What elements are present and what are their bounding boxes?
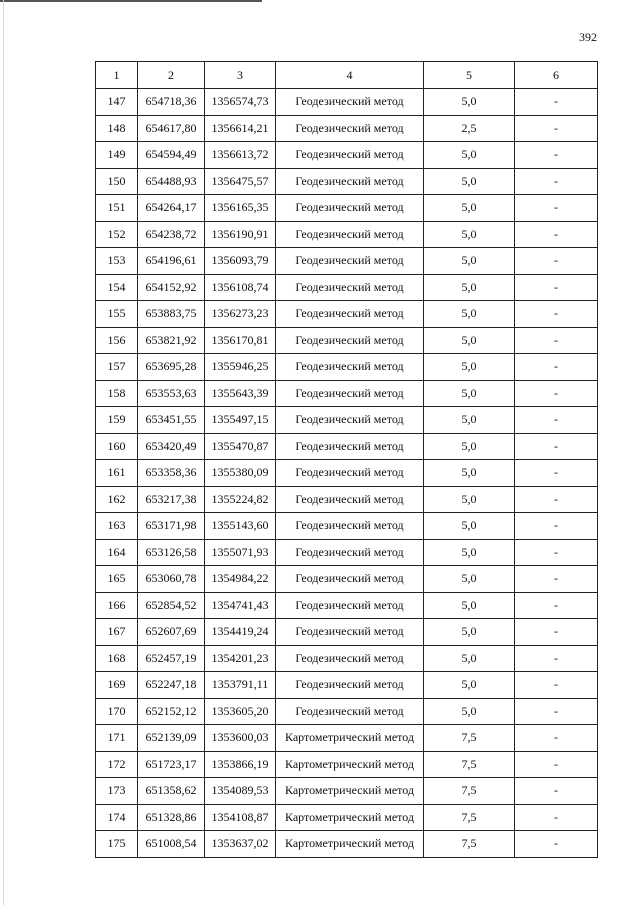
table-row [96,380,598,407]
accuracy-cell: 5,0 [424,433,515,460]
note-cell: - [515,672,598,699]
point-number-cell: 160 [96,433,138,460]
point-number-cell: 167 [96,619,138,646]
accuracy-cell: 5,0 [424,539,515,566]
method-cell: Геодезический метод [276,592,424,619]
header-cell-4: 4 [276,62,424,89]
table-row [96,327,598,354]
note-cell: - [515,142,598,169]
table-row [96,725,598,752]
table-row [96,778,598,805]
x-coordinate-cell: 654264,17 [138,195,205,222]
note-cell: - [515,619,598,646]
y-coordinate-cell: 1353791,11 [205,672,276,699]
note-cell: - [515,380,598,407]
point-number-cell: 168 [96,645,138,672]
accuracy-cell: 5,0 [424,407,515,434]
table-row [96,115,598,142]
x-coordinate-cell: 652854,52 [138,592,205,619]
point-number-cell: 159 [96,407,138,434]
y-coordinate-cell: 1356170,81 [205,327,276,354]
header-cell-3: 3 [205,62,276,89]
method-cell: Геодезический метод [276,645,424,672]
method-cell: Геодезический метод [276,168,424,195]
y-coordinate-cell: 1354984,22 [205,566,276,593]
point-number-cell: 162 [96,486,138,513]
x-coordinate-cell: 651008,54 [138,831,205,858]
y-coordinate-cell: 1356165,35 [205,195,276,222]
y-coordinate-cell: 1355143,60 [205,513,276,540]
x-coordinate-cell: 653821,92 [138,327,205,354]
y-coordinate-cell: 1356093,79 [205,248,276,275]
method-cell: Картометрический метод [276,804,424,831]
method-cell: Геодезический метод [276,539,424,566]
method-cell: Геодезический метод [276,301,424,328]
page-edge-line [3,0,4,905]
method-cell: Картометрический метод [276,778,424,805]
point-number-cell: 164 [96,539,138,566]
accuracy-cell: 5,0 [424,486,515,513]
y-coordinate-cell: 1353866,19 [205,751,276,778]
point-number-cell: 150 [96,168,138,195]
method-cell: Геодезический метод [276,274,424,301]
accuracy-cell: 5,0 [424,89,515,116]
header-cell-1: 1 [96,62,138,89]
point-number-cell: 173 [96,778,138,805]
y-coordinate-cell: 1356574,73 [205,89,276,116]
method-cell: Геодезический метод [276,513,424,540]
note-cell: - [515,89,598,116]
point-number-cell: 153 [96,248,138,275]
method-cell: Геодезический метод [276,460,424,487]
note-cell: - [515,645,598,672]
x-coordinate-cell: 653217,38 [138,486,205,513]
table-row [96,274,598,301]
header-cell-2: 2 [138,62,205,89]
method-cell: Геодезический метод [276,221,424,248]
note-cell: - [515,460,598,487]
accuracy-cell: 5,0 [424,592,515,619]
table-row [96,566,598,593]
table-row [96,486,598,513]
note-cell: - [515,778,598,805]
y-coordinate-cell: 1356614,21 [205,115,276,142]
x-coordinate-cell: 654196,61 [138,248,205,275]
x-coordinate-cell: 651328,86 [138,804,205,831]
x-coordinate-cell: 654488,93 [138,168,205,195]
note-cell: - [515,698,598,725]
y-coordinate-cell: 1355643,39 [205,380,276,407]
y-coordinate-cell: 1356613,72 [205,142,276,169]
x-coordinate-cell: 652247,18 [138,672,205,699]
y-coordinate-cell: 1356190,91 [205,221,276,248]
x-coordinate-cell: 652607,69 [138,619,205,646]
accuracy-cell: 5,0 [424,301,515,328]
note-cell: - [515,566,598,593]
x-coordinate-cell: 653883,75 [138,301,205,328]
table-row [96,354,598,381]
x-coordinate-cell: 653171,98 [138,513,205,540]
table-row [96,592,598,619]
header-cell-6: 6 [515,62,598,89]
table-row [96,831,598,858]
note-cell: - [515,407,598,434]
note-cell: - [515,539,598,566]
point-number-cell: 152 [96,221,138,248]
accuracy-cell: 5,0 [424,221,515,248]
accuracy-cell: 2,5 [424,115,515,142]
accuracy-cell: 7,5 [424,804,515,831]
note-cell: - [515,486,598,513]
point-number-cell: 174 [96,804,138,831]
y-coordinate-cell: 1353605,20 [205,698,276,725]
point-number-cell: 161 [96,460,138,487]
point-number-cell: 163 [96,513,138,540]
accuracy-cell: 5,0 [424,380,515,407]
accuracy-cell: 5,0 [424,460,515,487]
accuracy-cell: 5,0 [424,354,515,381]
table-row [96,195,598,222]
note-cell: - [515,327,598,354]
accuracy-cell: 5,0 [424,168,515,195]
coordinates-table [95,61,598,858]
x-coordinate-cell: 652139,09 [138,725,205,752]
x-coordinate-cell: 653553,63 [138,380,205,407]
x-coordinate-cell: 653451,55 [138,407,205,434]
table-body [96,89,598,858]
accuracy-cell: 5,0 [424,566,515,593]
accuracy-cell: 5,0 [424,645,515,672]
x-coordinate-cell: 651723,17 [138,751,205,778]
point-number-cell: 170 [96,698,138,725]
point-number-cell: 147 [96,89,138,116]
accuracy-cell: 5,0 [424,327,515,354]
method-cell: Геодезический метод [276,433,424,460]
note-cell: - [515,248,598,275]
table-row [96,619,598,646]
x-coordinate-cell: 653695,28 [138,354,205,381]
y-coordinate-cell: 1355946,25 [205,354,276,381]
method-cell: Картометрический метод [276,725,424,752]
table-row [96,539,598,566]
table-row [96,751,598,778]
y-coordinate-cell: 1355380,09 [205,460,276,487]
method-cell: Картометрический метод [276,751,424,778]
accuracy-cell: 7,5 [424,778,515,805]
table-row [96,89,598,116]
note-cell: - [515,751,598,778]
point-number-cell: 148 [96,115,138,142]
x-coordinate-cell: 654238,72 [138,221,205,248]
point-number-cell: 151 [96,195,138,222]
accuracy-cell: 7,5 [424,751,515,778]
table-row [96,407,598,434]
x-coordinate-cell: 653420,49 [138,433,205,460]
note-cell: - [515,301,598,328]
note-cell: - [515,592,598,619]
note-cell: - [515,168,598,195]
method-cell: Геодезический метод [276,115,424,142]
note-cell: - [515,433,598,460]
y-coordinate-cell: 1355470,87 [205,433,276,460]
table-row [96,513,598,540]
point-number-cell: 154 [96,274,138,301]
method-cell: Геодезический метод [276,619,424,646]
accuracy-cell: 7,5 [424,725,515,752]
note-cell: - [515,725,598,752]
y-coordinate-cell: 1354089,53 [205,778,276,805]
accuracy-cell: 5,0 [424,513,515,540]
note-cell: - [515,115,598,142]
y-coordinate-cell: 1354108,87 [205,804,276,831]
point-number-cell: 171 [96,725,138,752]
y-coordinate-cell: 1356475,57 [205,168,276,195]
table-row [96,804,598,831]
point-number-cell: 158 [96,380,138,407]
y-coordinate-cell: 1354419,24 [205,619,276,646]
note-cell: - [515,221,598,248]
y-coordinate-cell: 1356108,74 [205,274,276,301]
y-coordinate-cell: 1353600,03 [205,725,276,752]
table-row [96,248,598,275]
accuracy-cell: 5,0 [424,195,515,222]
method-cell: Геодезический метод [276,380,424,407]
method-cell: Геодезический метод [276,698,424,725]
y-coordinate-cell: 1354201,23 [205,645,276,672]
accuracy-cell: 5,0 [424,274,515,301]
table-row [96,301,598,328]
note-cell: - [515,274,598,301]
x-coordinate-cell: 654617,80 [138,115,205,142]
point-number-cell: 156 [96,327,138,354]
x-coordinate-cell: 654718,36 [138,89,205,116]
table-row [96,433,598,460]
table-row [96,142,598,169]
method-cell: Геодезический метод [276,566,424,593]
accuracy-cell: 5,0 [424,619,515,646]
header-cell-5: 5 [424,62,515,89]
x-coordinate-cell: 654594,49 [138,142,205,169]
point-number-cell: 165 [96,566,138,593]
method-cell: Геодезический метод [276,89,424,116]
point-number-cell: 157 [96,354,138,381]
x-coordinate-cell: 653060,78 [138,566,205,593]
method-cell: Геодезический метод [276,486,424,513]
point-number-cell: 175 [96,831,138,858]
top-rule [0,0,262,2]
method-cell: Картометрический метод [276,831,424,858]
accuracy-cell: 5,0 [424,248,515,275]
method-cell: Геодезический метод [276,142,424,169]
table-row [96,698,598,725]
note-cell: - [515,804,598,831]
point-number-cell: 155 [96,301,138,328]
y-coordinate-cell: 1355497,15 [205,407,276,434]
point-number-cell: 169 [96,672,138,699]
point-number-cell: 166 [96,592,138,619]
method-cell: Геодезический метод [276,407,424,434]
method-cell: Геодезический метод [276,248,424,275]
table-row [96,221,598,248]
table-row [96,645,598,672]
accuracy-cell: 5,0 [424,698,515,725]
method-cell: Геодезический метод [276,327,424,354]
method-cell: Геодезический метод [276,195,424,222]
x-coordinate-cell: 653358,36 [138,460,205,487]
y-coordinate-cell: 1356273,23 [205,301,276,328]
point-number-cell: 149 [96,142,138,169]
x-coordinate-cell: 653126,58 [138,539,205,566]
note-cell: - [515,354,598,381]
note-cell: - [515,195,598,222]
point-number-cell: 172 [96,751,138,778]
y-coordinate-cell: 1353637,02 [205,831,276,858]
header-row [96,62,598,89]
y-coordinate-cell: 1354741,43 [205,592,276,619]
method-cell: Геодезический метод [276,354,424,381]
method-cell: Геодезический метод [276,672,424,699]
x-coordinate-cell: 652152,12 [138,698,205,725]
y-coordinate-cell: 1355224,82 [205,486,276,513]
table-row [96,168,598,195]
table-row [96,460,598,487]
accuracy-cell: 7,5 [424,831,515,858]
accuracy-cell: 5,0 [424,142,515,169]
x-coordinate-cell: 652457,19 [138,645,205,672]
x-coordinate-cell: 654152,92 [138,274,205,301]
page-number: 392 [579,30,597,44]
table-row [96,672,598,699]
y-coordinate-cell: 1355071,93 [205,539,276,566]
accuracy-cell: 5,0 [424,672,515,699]
x-coordinate-cell: 651358,62 [138,778,205,805]
note-cell: - [515,513,598,540]
note-cell: - [515,831,598,858]
